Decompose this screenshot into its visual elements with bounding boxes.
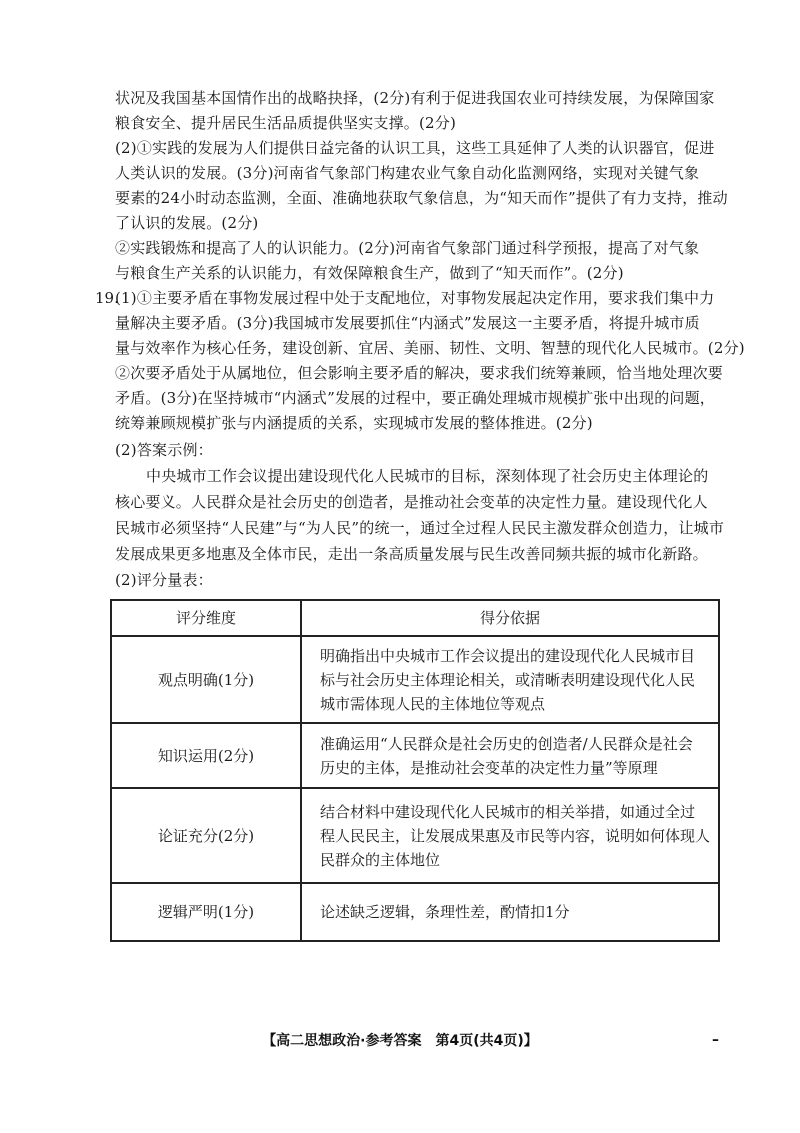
basis-line: 明确指出中央城市工作会议提出的建设现代化人民城市目 (320, 646, 696, 665)
row-basis (301, 883, 719, 941)
text-line: (1)①主要矛盾在事物发展过程中处于支配地位，对事物发展起决定作用，要求我们集中力 (115, 289, 715, 307)
text-line: 量与效率作为核心任务，建设创新、宜居、美丽、韧性、文明、智慧的现代化人民城市。(2分) (115, 339, 745, 357)
text-line: 民城市必须坚持“人民建”与“为人民”的统一，通过全过程人民民主激发群众创造力，让城市 (115, 519, 725, 537)
basis-line: 历史的主体，是推动社会变革的决定性力量”等原理 (320, 758, 658, 777)
text-line: 人类认识的发展。(3分)河南省气象部门构建农业气象自动化监测网络，实现对关键气象 (115, 164, 700, 182)
text-line: 要素的24小时动态监测，全面、准确地获取气象信息，为“知天而作”提供了有力支持，推动 (115, 189, 728, 207)
question-number: 19. (95, 289, 119, 307)
row-basis (301, 723, 719, 788)
row-dimension: 观点明确(1分) (111, 636, 301, 723)
row-dimension: 知识运用(2分) (111, 723, 301, 788)
row-dimension: 逻辑严明(1分) (111, 883, 301, 941)
basis-line: 城市需体现人民的主体地位等观点 (320, 694, 546, 713)
row-dimension: 论证充分(2分) (111, 788, 301, 883)
basis-line: 标与社会历史主体理论相关，或清晰表明建设现代化人民 (320, 670, 696, 689)
basis-line: 民群众的主体地位 (320, 850, 441, 869)
text-line: 状况及我国基本国情作出的战略抉择，(2分)有利于促进我国农业可持续发展，为保障国家 (115, 89, 715, 107)
table-row (111, 788, 719, 883)
text-line: 矛盾。(3分)在坚持城市“内涵式”发展的过程中，要正确处理城市规模扩张中出现的问题， (115, 389, 715, 407)
table-header-row (111, 600, 719, 636)
rubric-heading: (2)评分量表： (115, 571, 213, 589)
text-line: 与粮食生产关系的认识能力，有效保障粮食生产，做到了“知天而作”。(2分) (115, 264, 624, 282)
text-line: 发展成果更多地惠及全体市民，走出一条高质量发展与民生改善同频共振的城市化新路。 (115, 545, 708, 563)
text-line: 统筹兼顾规模扩张与内涵提质的关系，实现城市发展的整体推进。(2分) (115, 414, 593, 432)
footer-mark: – (712, 1032, 719, 1048)
text-line: 粮食安全、提升居民生活品质提供坚实支撑。(2分) (115, 114, 457, 132)
basis-line: 结合材料中建设现代化人民城市的相关举措，如通过全过 (320, 802, 696, 821)
basis-line: 准确运用“人民群众是社会历史的创造者/人民群众是社会 (320, 734, 693, 753)
text-line: 中央城市工作会议提出建设现代化人民城市的目标，深刻体现了社会历史主体理论的 (146, 467, 709, 485)
text-line: ②次要矛盾处于从属地位，但会影响主要矛盾的解决，要求我们统筹兼顾，恰当地处理次要 (115, 364, 724, 382)
answer-heading: (2)答案示例： (115, 441, 213, 459)
text-line: 核心要义。人民群众是社会历史的创造者，是推动社会变革的决定性力量。建设现代化人 (115, 493, 708, 511)
text-line: (2)①实践的发展为人们提供日益完备的认识工具，这些工具延伸了人类的认识器官，促进 (115, 139, 715, 157)
text-line: 了认识的发展。(2分) (115, 214, 259, 232)
table-row (111, 636, 719, 723)
row-basis (301, 788, 719, 883)
row-basis (301, 636, 719, 723)
table-row (111, 723, 719, 788)
footer-text: 【高二思想政治·参考答案 第4页(共4页)】 (262, 1033, 538, 1049)
header-dimension: 评分维度 (111, 600, 301, 636)
text-line: ②实践锻炼和提高了人的认识能力。(2分)河南省气象部门通过科学预报，提高了对气象 (115, 239, 700, 257)
rubric-table (110, 599, 720, 942)
text-line: 量解决主要矛盾。(3分)我国城市发展要抓住“内涵式”发展这一主要矛盾，将提升城市质 (115, 314, 700, 332)
basis-line: 程人民民主，让发展成果惠及市民等内容，说明如何体现人 (320, 826, 711, 845)
table-row (111, 883, 719, 941)
header-basis: 得分依据 (301, 600, 719, 636)
page-footer (0, 1030, 800, 1050)
basis-line: 论述缺乏逻辑，条理性差，酌情扣1分 (320, 903, 570, 921)
